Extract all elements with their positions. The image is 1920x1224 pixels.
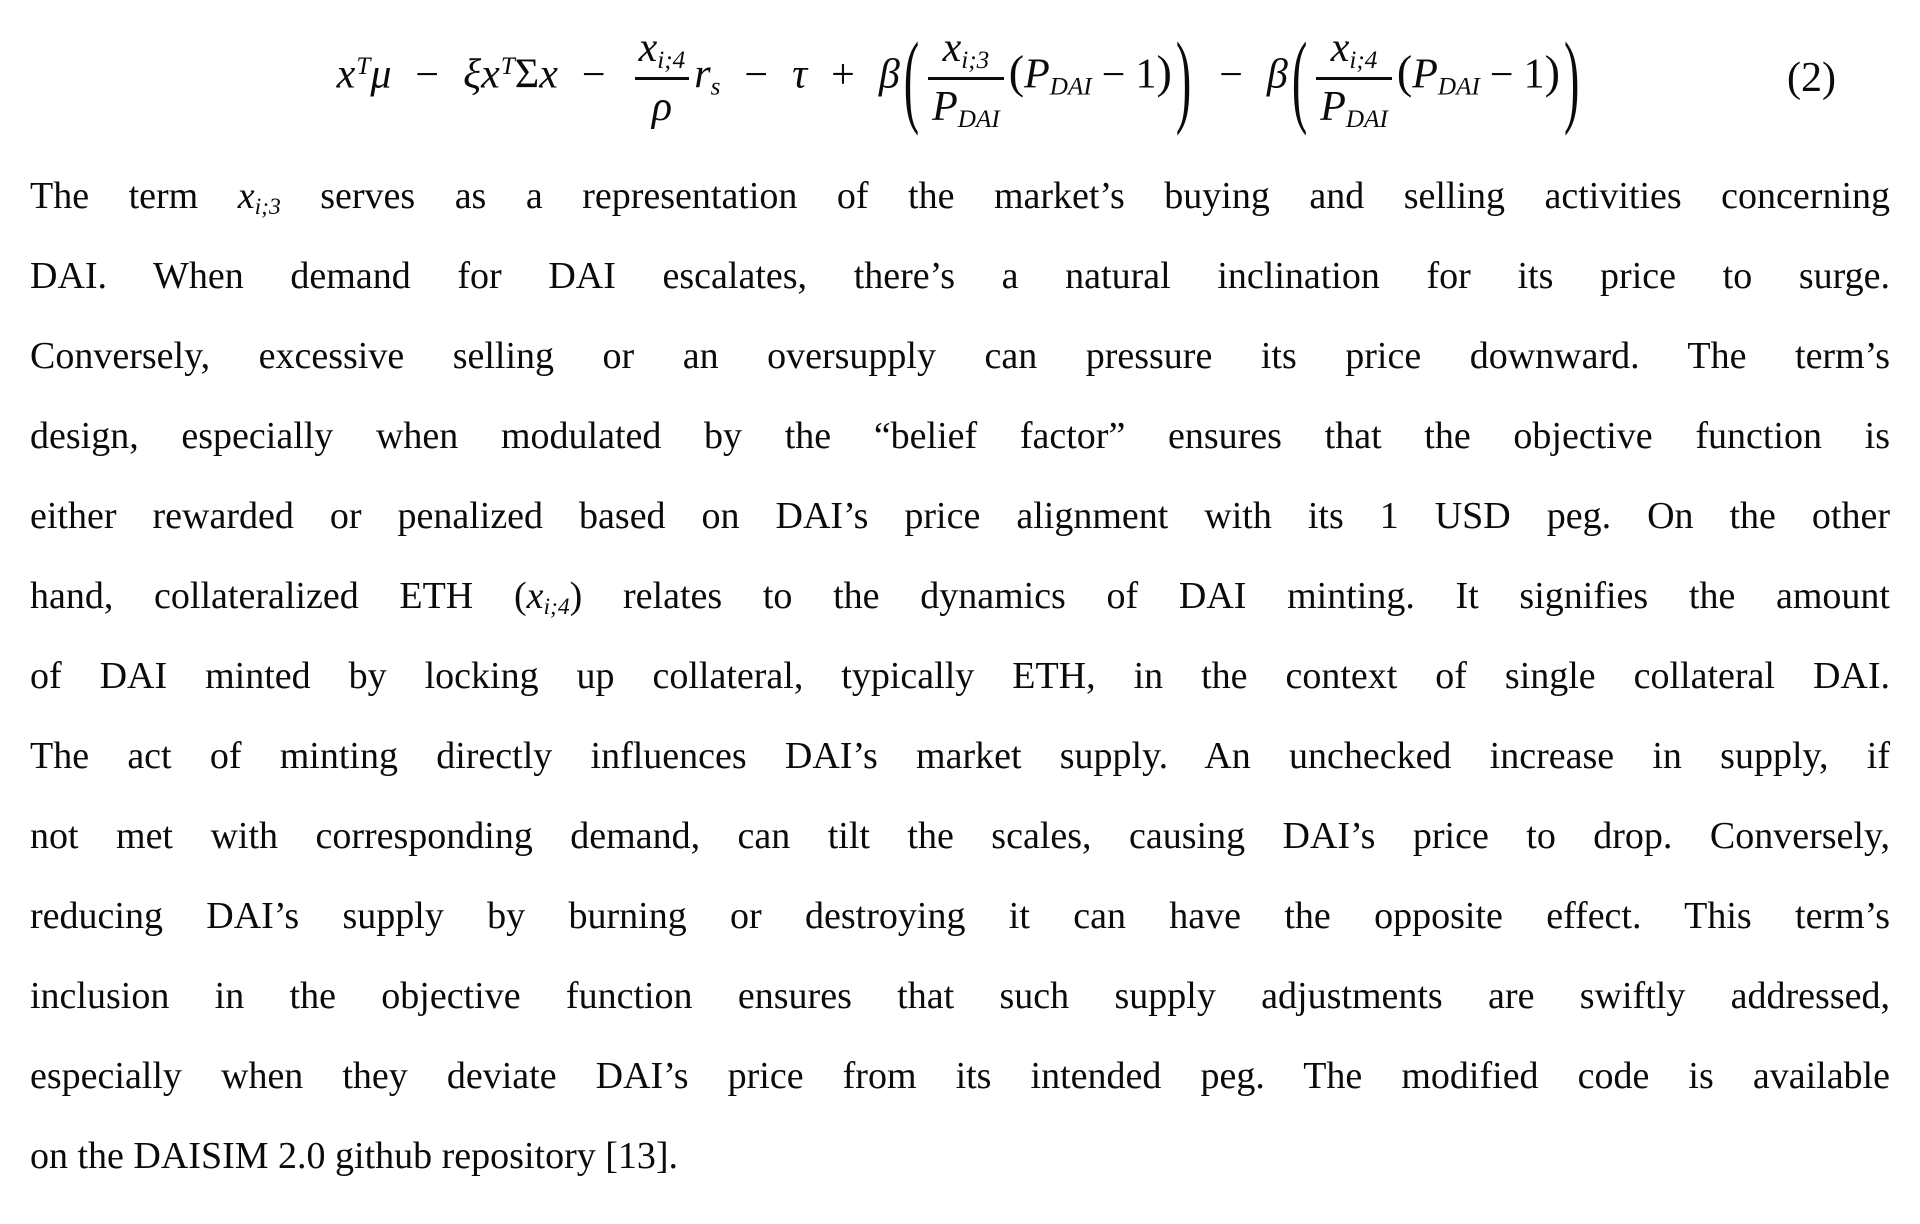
big-left-paren: ( <box>1291 20 1308 136</box>
big-left-paren: ( <box>903 20 920 136</box>
big-right-paren: ) <box>1175 20 1192 136</box>
math-sub-DAI: DAI <box>957 105 1000 133</box>
paragraph-line: not met with corresponding demand, can tilt the scales, causing DAI’s price to drop. Conversely, <box>30 815 1890 857</box>
fraction-denominator <box>1316 83 1392 133</box>
math-num-one: 1 <box>1523 51 1545 98</box>
math-var-Sigma: Σ <box>514 51 540 98</box>
equation-body <box>336 20 1584 136</box>
right-paren: ) <box>1544 46 1560 98</box>
math-op-plus: + <box>831 51 855 98</box>
math-var-beta: β <box>1266 51 1288 98</box>
math-var-x: x <box>481 51 500 98</box>
math-op-minus: − <box>581 51 606 98</box>
math-op-minus: − <box>744 51 769 98</box>
right-paren: ) <box>1156 46 1172 98</box>
equation-block <box>0 0 1920 156</box>
math-var-rho: ρ <box>651 83 672 130</box>
math-op-minus: − <box>1219 51 1243 98</box>
math-var-mu: μ <box>370 51 392 98</box>
fraction-bar <box>635 77 690 80</box>
math-num-one: 1 <box>1135 51 1157 98</box>
left-paren: ( <box>1396 46 1413 98</box>
fraction-bar <box>928 77 1004 80</box>
fraction-xi4-over-rho <box>635 26 690 130</box>
fraction-numerator <box>635 25 690 75</box>
math-sup-T: T <box>356 52 371 80</box>
fraction-numerator <box>1316 25 1392 75</box>
math-var-x: x <box>1330 25 1350 72</box>
math-sub-DAI: DAI <box>1437 73 1480 101</box>
math-op-minus: − <box>415 51 440 98</box>
math-var-xi: ξ <box>463 51 482 98</box>
math-var-P: P <box>1412 51 1438 98</box>
math-sup-T: T <box>500 52 515 80</box>
fraction-numerator <box>928 25 1004 75</box>
paragraph-line: reducing DAI’s supply by burning or destroying it can have the opposite effect. This term’s <box>30 895 1890 937</box>
paragraph-line: The term $x_{i;3}$ serves as a representation of the market’s buying and selling activities concerning <box>30 175 1890 220</box>
math-op-minus: − <box>1489 51 1514 98</box>
paragraph <box>0 156 1920 1196</box>
paragraph-line: either rewarded or penalized based on DAI’s price alignment with its 1 USD peg. On the other <box>30 495 1890 537</box>
math-sub-i3: i;3 <box>961 47 990 75</box>
math-var-x: x <box>539 51 558 98</box>
math-sub-i4: i;4 <box>657 47 686 75</box>
fraction-xi3-over-pdai <box>928 25 1004 133</box>
left-paren: ( <box>1008 46 1025 98</box>
paragraph-line: hand, collateralized ETH $(x_{i;4})$ relates to the dynamics of DAI minting. It signifies the amount <box>30 575 1890 620</box>
big-right-paren: ) <box>1563 20 1580 136</box>
paragraph-line: especially when they deviate DAI’s price from its intended peg. The modified code is available <box>30 1055 1890 1097</box>
math-var-beta: β <box>878 51 900 98</box>
fraction-xi4-over-pdai <box>1316 25 1392 133</box>
math-var-x: x <box>942 25 962 72</box>
math-sub-DAI: DAI <box>1049 73 1092 101</box>
math-var-r: r <box>694 51 711 98</box>
equation-number: (2) <box>1787 55 1836 101</box>
math-var-P: P <box>1024 51 1050 98</box>
fraction-denominator <box>928 83 1004 133</box>
math-var-x: x <box>638 25 658 72</box>
paragraph-line: on the DAISIM 2.0 github repository [13]. <box>30 1135 679 1177</box>
paragraph-line: of DAI minted by locking up collateral, typically ETH, in the context of single collateral DAI. <box>30 655 1890 697</box>
math-sub-s: s <box>710 73 721 101</box>
math-var-tau: τ <box>792 51 808 98</box>
paragraph-line: The act of minting directly influences DAI’s market supply. An unchecked increase in supply, if <box>30 735 1890 777</box>
fraction-denominator <box>635 85 690 130</box>
paragraph-line: inclusion in the objective function ensures that such supply adjustments are swiftly addressed, <box>30 975 1890 1017</box>
math-op-minus: − <box>1101 51 1126 98</box>
math-var-x: x <box>336 51 356 98</box>
paragraph-line: design, especially when modulated by the “belief factor” ensures that the objective function is <box>30 415 1890 457</box>
fraction-bar <box>1316 77 1392 80</box>
math-var-P: P <box>1320 83 1346 130</box>
paragraph-line: DAI. When demand for DAI escalates, there’s a natural inclination for its price to surge. <box>30 255 1890 297</box>
math-sub-i4: i;4 <box>1349 47 1378 75</box>
math-sub-DAI: DAI <box>1345 105 1388 133</box>
math-var-P: P <box>932 83 958 130</box>
paragraph-line: Conversely, excessive selling or an oversupply can pressure its price downward. The term’s <box>30 335 1890 377</box>
